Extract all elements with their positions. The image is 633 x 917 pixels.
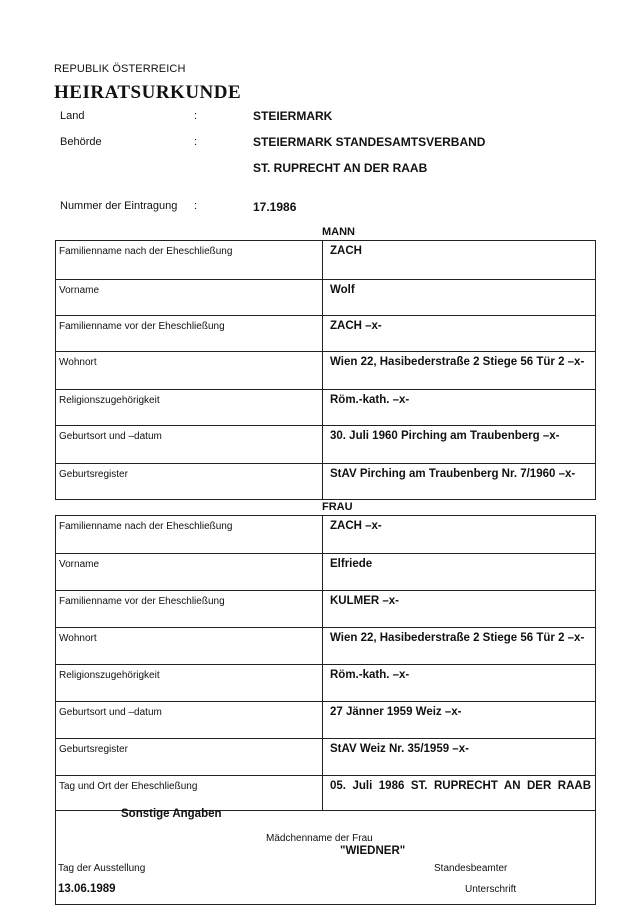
frau-familienname-vor-value: KULMER –x- <box>323 591 596 628</box>
country-name: REPUBLIK ÖSTERREICH <box>54 63 186 75</box>
footer-box <box>55 800 596 905</box>
table-row <box>56 241 596 280</box>
ausstellung-date: 13.06.1989 <box>58 883 116 895</box>
frau-wohnort-label: Wohnort <box>56 628 323 665</box>
frau-religion-label: Religionszugehörigkeit <box>56 665 323 702</box>
frau-geburtsregister-value: StAV Weiz Nr. 35/1959 –x- <box>323 739 596 776</box>
mann-familienname-nach-value: ZACH <box>323 241 596 280</box>
frau-vorname-value: Elfriede <box>323 554 596 591</box>
mann-religion-value: Röm.-kath. –x- <box>323 390 596 426</box>
document-title: HEIRATSURKUNDE <box>54 82 242 103</box>
frau-religion-value: Röm.-kath. –x- <box>323 665 596 702</box>
eintragung-colon: : <box>194 200 198 212</box>
mann-geburtsort-label: Geburtsort und –datum <box>56 426 323 464</box>
frau-table <box>55 515 596 811</box>
mann-religion-label: Religionszugehörigkeit <box>56 390 323 426</box>
maedchenname-value: "WIEDNER" <box>340 845 406 857</box>
table-row <box>56 390 596 426</box>
unterschrift-label: Unterschrift <box>465 884 517 895</box>
mann-table <box>55 240 596 500</box>
mann-geburtsort-value: 30. Juli 1960 Pirching am Traubenberg –x- <box>323 426 596 464</box>
eheschliessung-value: 05. Juli 1986 ST. RUPRECHT AN DER RAAB <box>323 776 596 811</box>
table-row <box>56 426 596 464</box>
mann-vorname-value: Wolf <box>323 280 596 316</box>
frau-geburtsregister-label: Geburtsregister <box>56 739 323 776</box>
mann-vorname-label: Vorname <box>56 280 323 316</box>
table-row <box>56 554 596 591</box>
frau-familienname-vor-label: Familienname vor der Eheschließung <box>56 591 323 628</box>
frau-heading: FRAU <box>322 501 353 513</box>
mann-geburtsregister-label: Geburtsregister <box>56 464 323 500</box>
behoerde-colon: : <box>194 136 198 148</box>
maedchenname-label: Mädchenname der Frau <box>266 833 373 844</box>
behoerde-value-2: ST. RUPRECHT AN DER RAAB <box>253 161 428 175</box>
sonstige-angaben-heading: Sonstige Angaben <box>121 808 222 820</box>
land-label: Land <box>60 110 85 122</box>
table-row <box>56 665 596 702</box>
frau-familienname-nach-value: ZACH –x- <box>323 516 596 554</box>
frau-geburtsort-value: 27 Jänner 1959 Weiz –x- <box>323 702 596 739</box>
mann-geburtsregister-value: StAV Pirching am Traubenberg Nr. 7/1960 –x- <box>323 464 596 500</box>
table-row <box>56 591 596 628</box>
mann-wohnort-value: Wien 22, Hasibederstraße 2 Stiege 56 Tür 2 –x- <box>323 352 596 390</box>
mann-familienname-vor-label: Familienname vor der Eheschließung <box>56 316 323 352</box>
land-value: STEIERMARK <box>253 109 333 123</box>
table-row <box>56 702 596 739</box>
eheschliessung-label: Tag und Ort der Eheschließung <box>56 776 323 811</box>
table-row <box>56 628 596 665</box>
mann-wohnort-label: Wohnort <box>56 352 323 390</box>
eintragung-value: 17.1986 <box>253 200 297 214</box>
frau-vorname-label: Vorname <box>56 554 323 591</box>
table-row <box>56 464 596 500</box>
behoerde-label: Behörde <box>60 136 102 148</box>
table-row <box>56 280 596 316</box>
table-row <box>56 739 596 776</box>
frau-wohnort-value: Wien 22, Hasibederstraße 2 Stiege 56 Tür 2 –x- <box>323 628 596 665</box>
frau-familienname-nach-label: Familienname nach der Eheschließung <box>56 516 323 554</box>
mann-familienname-vor-value: ZACH –x- <box>323 316 596 352</box>
mann-heading: MANN <box>322 226 355 238</box>
table-row <box>56 316 596 352</box>
land-colon: : <box>194 110 198 122</box>
behoerde-value: STEIERMARK STANDESAMTSVERBAND <box>253 135 486 149</box>
table-row <box>56 516 596 554</box>
table-row <box>56 352 596 390</box>
ausstellung-label: Tag der Ausstellung <box>58 863 146 874</box>
standesbeamter-label: Standesbeamter <box>434 863 508 874</box>
frau-geburtsort-label: Geburtsort und –datum <box>56 702 323 739</box>
eintragung-label: Nummer der Eintragung <box>60 200 178 212</box>
mann-familienname-nach-label: Familienname nach der Eheschließung <box>56 241 323 280</box>
